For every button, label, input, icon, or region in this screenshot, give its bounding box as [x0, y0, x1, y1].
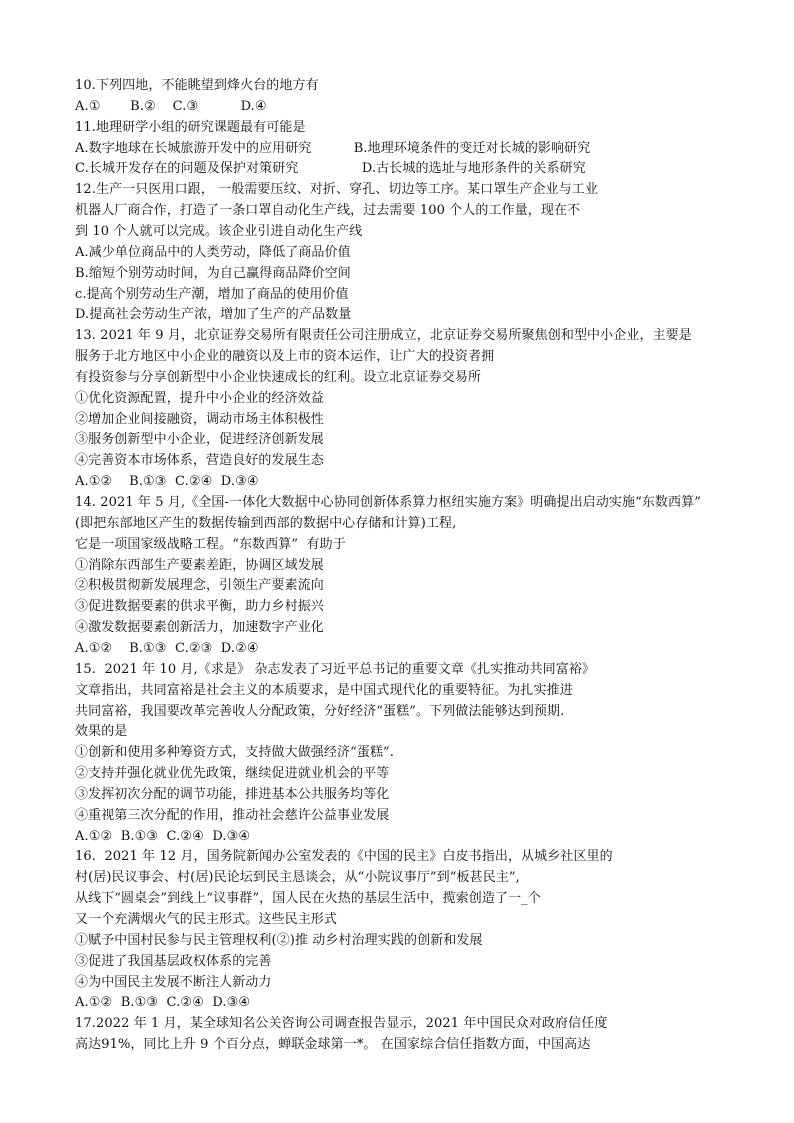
text-line: 12.生产一只医用口跟， 一般需要压纹、对折、穿孔、切边等工序。某口罩生产企业与工业: [75, 182, 599, 198]
text-line: ④为中国民主发展不断注人新动力: [75, 974, 272, 990]
text-line: ②增加企业间接融资，调动市场主体积极性: [75, 411, 324, 427]
text-line: 14. 2021 年 5 月,《全国-一体化大数据中心协同创新体系算力枢纽实施方案》明确提出启动实施“东数西算”: [75, 495, 701, 510]
text-line: 10.下列四地，不能眺望到烽火台的地方有: [75, 78, 319, 93]
text-line: 到 10 个人就可以完成。该企业引进自动化生产线: [75, 223, 363, 239]
text-line: 它是一项国家级战略工程。“东数西算” 有助于: [75, 536, 346, 552]
text-line: 村(居)民议事会、村(居)民论坛到民主恳谈会，从“小院议事厅”到“板甚民主”,: [75, 870, 520, 886]
text-line: A.①② B.①③ C.②④ D.③④: [75, 474, 259, 490]
text-line: 11.地理研学小组的研究课题最有可能是: [75, 119, 306, 135]
text-line: (即把东部地区产生的数据传输到西部的数据中心存储和计算)工程,: [75, 515, 457, 531]
text-line: A.减少单位商品中的人类劳动，降低了商品价值: [75, 244, 351, 260]
text-line: ①赋予中国村民参与民主管理权利(②)推 动乡村治理实践的创新和发展: [75, 932, 483, 948]
text-line: ③促进数据要素的供求平衡，助力乡村振兴: [75, 599, 324, 615]
text-line: C.长城开发存在的问题及保护对策研究 D.古长城的选址与地形条件的关系研究: [75, 161, 586, 177]
text-line: ①消除东西部生产要素差距，协调区域发展: [75, 557, 324, 573]
text-line: ②支持并强化就业优先政策，继续促进就业机会的平等: [75, 766, 390, 782]
text-line: ③发挥初次分配的调节功能，排进基本公共服务均等化: [75, 786, 390, 802]
text-line: 共同富裕，我国要改革完善收人分配政策，分好经济“蛋糕”。下列做法能够达到预期.: [75, 703, 565, 719]
text-line: 效果的是: [75, 724, 128, 740]
text-line: ④重视第三次分配的作用，推动社会慈许公益事业发展: [75, 807, 390, 823]
text-line: 机器人厂商合作，打造了一条口罩自动化生产线，过去需要 100 个人的工作量，现在不: [75, 203, 581, 219]
text-line: 15. 2021 年 10 月,《求是》 杂志发表了习近平总书记的重要文章《扎实推动共同富裕》: [75, 661, 596, 677]
text-line: c.提高个别劳动生产潮，增加了商品的使用价值: [75, 286, 349, 302]
text-line: A.① B.② C.③ D.④: [75, 98, 267, 114]
text-line: ②积极贯彻新发展理念，引领生产要素流向: [75, 578, 324, 594]
text-line: 文章指出，共同富裕是社会主义的本质要求，是中国式现代化的重要特征。为扎实推进: [75, 682, 573, 698]
text-line: ①优化资源配置，提升中小企业的经济效益: [75, 390, 324, 406]
text-line: 从线下“圆桌会”到线上“议事群”，国人民在火热的基层生活中，揽索创造了一_个: [75, 891, 541, 907]
text-line: 13. 2021 年 9 月，北京证券交易所有限责任公司注册成立，北京证券交易所聚焦创和型中小企业，主要是: [75, 328, 692, 344]
text-line: ④完善资本市场体系，营造良好的发展生态: [75, 453, 324, 469]
text-line: 服务于北方地区中小企业的融资以及上市的资本运作，让广大的投资者拥: [75, 349, 495, 365]
text-line: 17.2022 年 1 月，某全球知名公关咨询公司调查报告显示，2021 年中国民众对政府信任度: [75, 1016, 608, 1032]
text-line: 16. 2021 年 12 月，国务院新闻办公室发表的《中国的民主》白皮书指出，从城乡社区里的: [75, 849, 613, 865]
text-line: D.提高社会劳动生产浓，增加了生产的产品数量: [75, 307, 352, 323]
text-line: 有投资参与分享创新型中小企业快速成长的红利。设立北京证券交易所: [75, 369, 482, 385]
text-line: A.①② B.①③ C.②③ D.②④: [75, 640, 259, 656]
text-line: A.①② B.①③ C.②④ D.③④: [75, 828, 251, 844]
text-line: 又一个充满烟火气的民主形式。这些民主形式: [75, 912, 338, 927]
text-line: ④激发数据要素创新活力，加速数字产业化: [75, 620, 324, 636]
text-line: ③服务创新型中小企业，促进经济创新发展: [75, 432, 324, 448]
text-line: A.数字地球在长城旅游开发中的应用研究 B.地理环境条件的变迁对长城的影响研究: [75, 140, 591, 156]
text-line: B.缩短个别劳动时间，为自己赢得商品降价空间: [75, 265, 351, 281]
text-line: 高达91%，同比上升 9 个百分点，蝉联金球第一*。 在国家综合信任指数方面，中国高达: [75, 1037, 591, 1053]
text-line: ③促进了我国基层政权体系的完善: [75, 953, 272, 969]
text-line: ①创新和使用多种筹资方式，支持做大做强经济“蛋糕”.: [75, 745, 395, 761]
text-line: A.①② B.①③ C.②④ D.③④: [75, 995, 251, 1011]
